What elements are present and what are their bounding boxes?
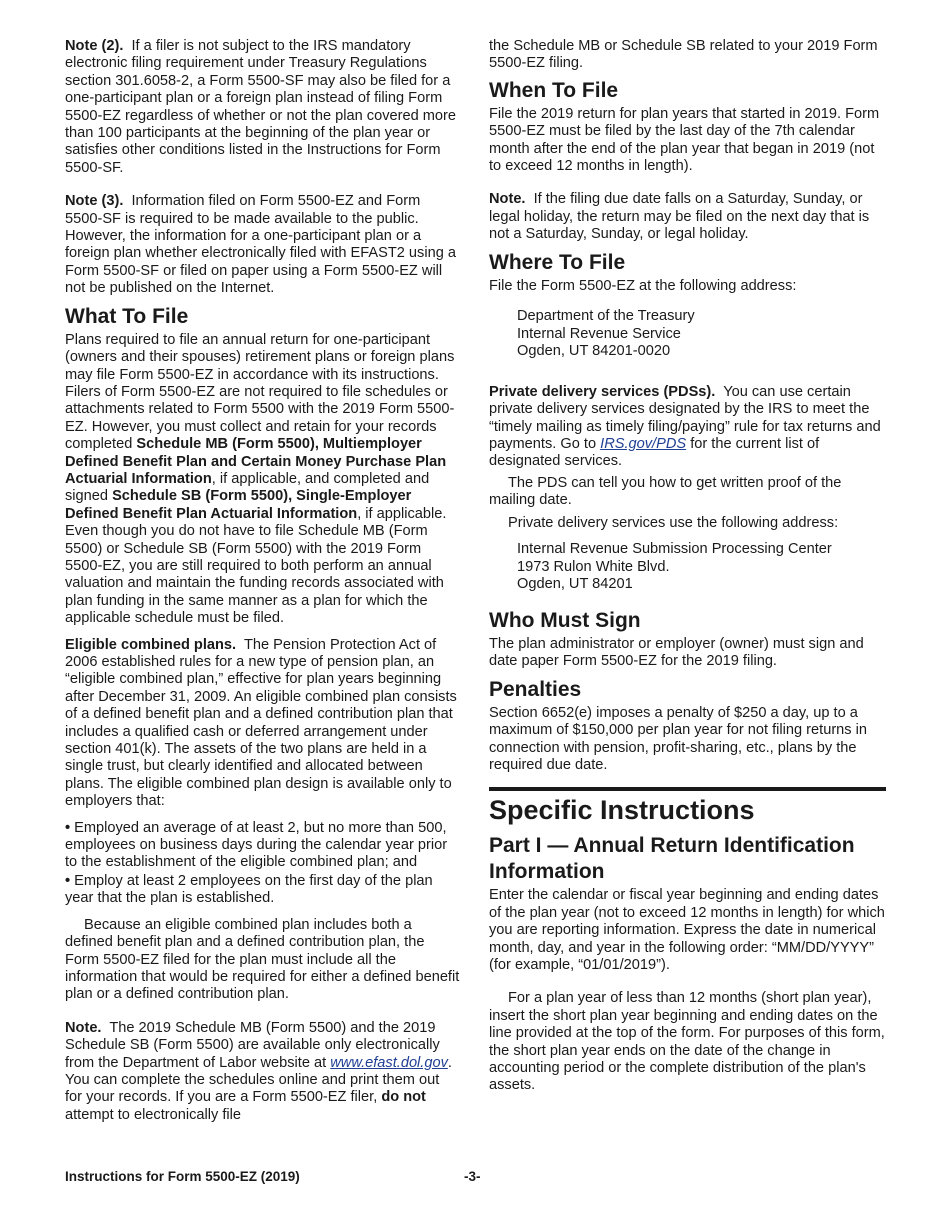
when-note-label: Note. [489, 191, 526, 208]
note-label: Note. [65, 1019, 102, 1036]
pds-text-1: You can use certain private delivery services designated by the IRS to meet the “timely mailing as timely filing/paying” rule for tax returns and payments. Go to [489, 383, 881, 453]
bullet-icon: • [65, 819, 71, 836]
pds-text-2: for the current list of designated services. [489, 436, 820, 470]
bullet-text-2: Employ at least 2 employees on the first day of the plan year that the plan is established. [65, 872, 433, 907]
what-to-file-paragraph [65, 332, 460, 628]
page-number: -3- [464, 1169, 481, 1184]
part1-paragraph-2: For a plan year of less than 12 months (short plan year), insert the short plan year beginning and ending dates on the line provided at the top of the form. For purposes of this form, the short plan year ends on the date of the change in accounting period or the complete distribution of the plan's assets. [489, 990, 885, 1094]
specific-instructions-heading: Specific Instructions [489, 795, 755, 826]
when-note-paragraph [489, 191, 886, 243]
what-text-2: , if applicable, and completed and signed [65, 470, 430, 505]
note-paragraph [65, 1020, 460, 1124]
bullet-icon: • [65, 872, 71, 889]
footer-title: Instructions for Form 5500-EZ (2019) [65, 1169, 300, 1184]
schedule-mb-title: Schedule MB (Form 5500), Multiemployer Defined Benefit Plan and Certain Money Purchase Plan Actuarial Information [65, 436, 447, 487]
bullet-item [65, 820, 460, 872]
eligible-combined-plans-paragraph [65, 637, 460, 811]
address-line: Ogden, UT 84201 [517, 576, 633, 593]
pds-address [517, 541, 886, 594]
do-not-emphasis: do not [381, 1089, 426, 1106]
address-line: 1973 Rulon White Blvd. [517, 558, 670, 575]
address-line: Ogden, UT 84201-0020 [517, 343, 671, 360]
part1-paragraph-1: Enter the calendar or fiscal year beginning and ending dates of the plan year (not to exceed 12 months in length) for which you are reporting information. Express the date in numerical month, day, and year in the following order: “MM/DD/YYYY” (for example, “01/01/2019”). [489, 887, 885, 973]
ecp-label: Eligible combined plans. [65, 636, 237, 653]
note2-text: If a filer is not subject to the IRS mandatory electronic filing requirement under Treasury Regulations section 301.6058-2, a Form 5500-SF may also be filed for a one-participant plan or a foreign plan instead of filing Form 5500-EZ regardless of whether or not the plan covered more than 100 participants at the beginning of the plan year or satisfies other conditions listed in the Instructions for Form 5500-SF. [65, 38, 457, 176]
address-line: Internal Revenue Submission Processing Center [517, 541, 832, 558]
note2-paragraph [65, 38, 460, 177]
note-text-3: attempt to electronically file [65, 1106, 242, 1123]
penalties-paragraph: Section 6652(e) imposes a penalty of $250 a day, up to a maximum of $150,000 per plan year for not filing returns in connection with pension, profit-sharing, etc., plans by the required due date. [489, 704, 868, 773]
section-divider [489, 787, 886, 791]
penalties-heading: Penalties [489, 677, 582, 701]
where-to-file-heading: Where To File [489, 250, 626, 274]
where-to-file-paragraph: File the Form 5500-EZ at the following address: [489, 277, 797, 294]
note-text-2: . You can complete the schedules online and print them out for your records. If you are a Form 5500-EZ filer, [65, 1054, 452, 1106]
address-line: Department of the Treasury [517, 308, 695, 325]
efast-link[interactable]: www.efast.dol.gov [330, 1054, 448, 1071]
pds-address-intro: Private delivery services use the following address: [508, 514, 839, 531]
who-must-sign-paragraph: The plan administrator or employer (owner) must sign and date paper Form 5500-EZ for the 2019 filing. [489, 635, 864, 670]
pds-paragraph [489, 384, 886, 471]
note3-paragraph [65, 193, 460, 297]
what-text-3: , if applicable. Even though you do not have to file Schedule MB (Form 5500) or Schedule SB (Form 5500) with the 2019 Form 5500-EZ, you are still required to both perform an annual valuation and maintain the funding records associated with plan funding in the same manner as a plan for which the applicable schedule must be filed. [65, 505, 447, 627]
because-paragraph: Because an eligible combined plan includes both a defined benefit plan and a defined contribution plan, the Form 5500-EZ filed for the plan must include all the information that would be required for either a defined benefit plan or a defined contribution plan. [65, 916, 460, 1003]
pds-proof-paragraph: The PDS can tell you how to get written proof of the mailing date. [489, 474, 842, 509]
when-to-file-heading: When To File [489, 78, 619, 102]
right-column [489, 38, 886, 1095]
when-to-file-paragraph: File the 2019 return for plan years that started in 2019. Form 5500-EZ must be filed by the last day of the 7th calendar month after the end of the plan year that began in 2019 (not to exceed 12 months in length). [489, 105, 880, 175]
pds-label: Private delivery services (PDSs). [489, 383, 716, 400]
part1-heading: Part I — Annual Return Identification Information [489, 834, 855, 884]
who-must-sign-heading: Who Must Sign [489, 608, 641, 632]
bullet-item [65, 873, 460, 908]
continuation-paragraph: the Schedule MB or Schedule SB related to your 2019 Form 5500-EZ filing. [489, 38, 878, 72]
bullet-text-1: Employed an average of at least 2, but no more than 500, employees on business days during the calendar year prior to the establishment of the eligible combined plan; and [65, 819, 448, 871]
address-line: Internal Revenue Service [517, 325, 681, 342]
what-to-file-heading: What To File [65, 304, 189, 328]
what-text-1: Plans required to file an annual return for one-participant (owners and their spouses) retirement plans or foreign plans may file Form 5500-EZ in accordance with its instructions. Filers of Form 5500-EZ are not required to file schedules or attachments related to Form 5500 with the 2019 Form 5500-EZ. However, you must collect and retain for your records completed [65, 331, 455, 453]
note3-label: Note (3). [65, 193, 124, 210]
treasury-address [517, 308, 886, 361]
when-note-text: If the filing due date falls on a Saturday, Sunday, or legal holiday, the return may be filed on the next day that is not a Saturday, Sunday, or legal holiday. [489, 191, 870, 243]
irs-pds-link[interactable]: IRS.gov/PDS [600, 436, 687, 453]
note-text-1: The 2019 Schedule MB (Form 5500) and the 2019 Schedule SB (Form 5500) are available only electronically from the Department of Labor website at [65, 1019, 440, 1071]
left-column [65, 38, 460, 1124]
note2-label: Note (2). [65, 38, 124, 54]
ecp-text: The Pension Protection Act of 2006 established rules for a new type of pension plan, an “eligible combined plan,” effective for plan years beginning after December 31, 2009. An eligible combined plan consists of a defined benefit plan and a defined contribution plan that includes a qualified cash or deferred arrangement under section 401(k). The assets of the two plans are held in a single trust, but clearly identified and allocated between plans. The eligible combined plan design is available only to employers that: [65, 636, 457, 810]
note3-text: Information filed on Form 5500-EZ and Form 5500-SF is required to be made available to the public. However, the information for a one-participant plan or a foreign plan whether electronically filed with EFAST2 using a Form 5500-SF or filed on paper using a Form 5500-EZ will not be published on the Internet. [65, 193, 456, 297]
schedule-sb-title: Schedule SB (Form 5500), Single-Employer Defined Benefit Plan Actuarial Information [65, 488, 412, 522]
